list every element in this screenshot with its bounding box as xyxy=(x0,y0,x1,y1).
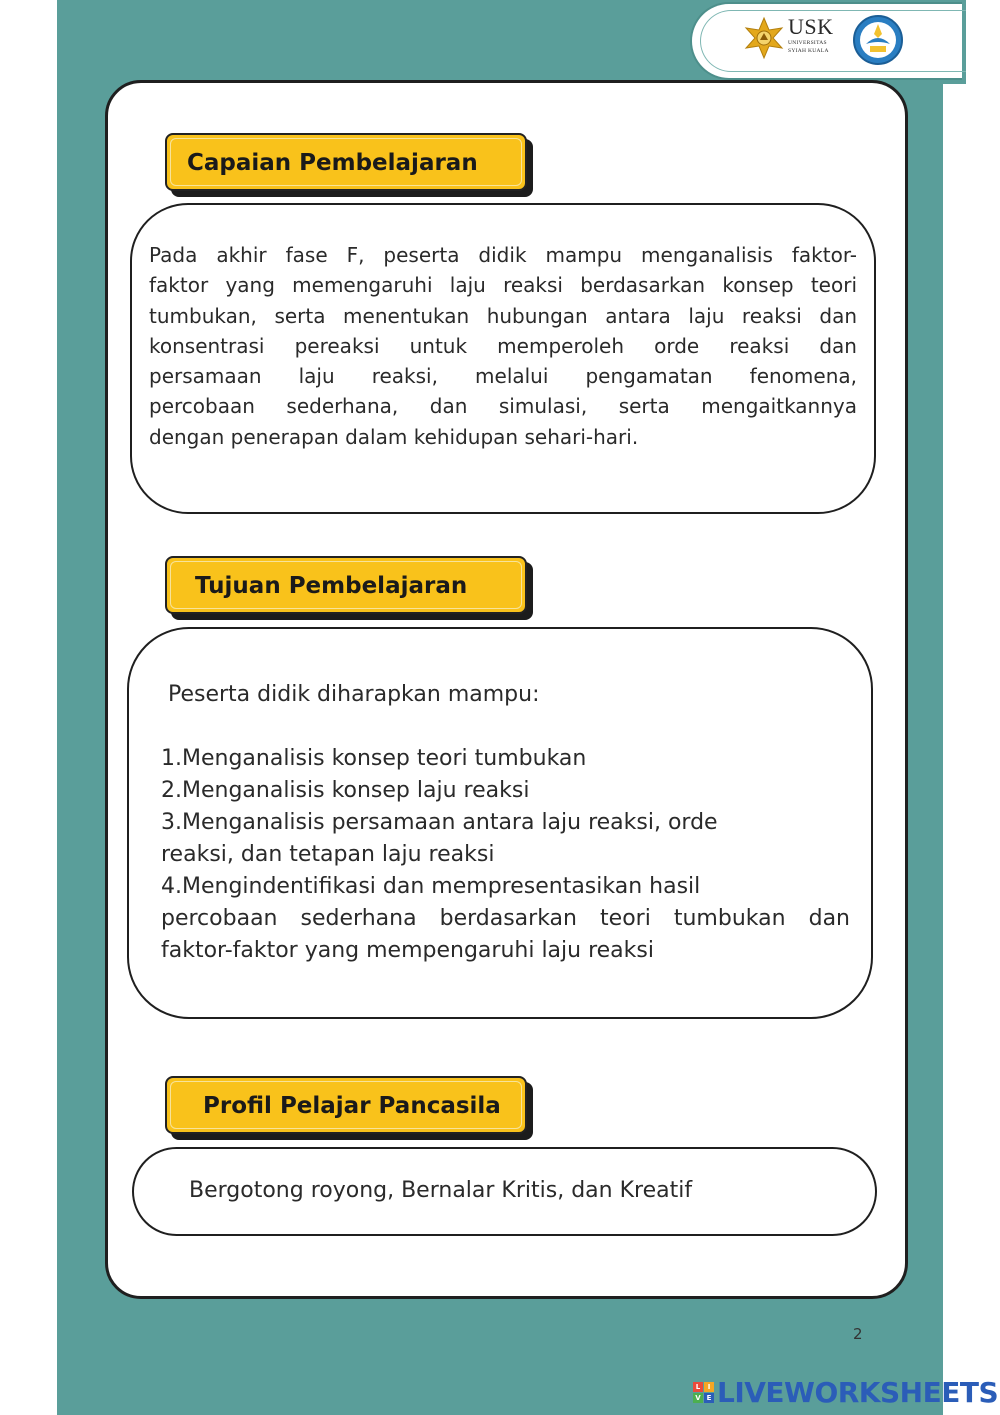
usk-emblem-icon xyxy=(742,16,786,60)
capaian-title: Capaian Pembelajaran xyxy=(187,150,478,176)
tujuan-list-item: 2.Menganalisis konsep laju reaksi xyxy=(161,778,530,803)
usk-subtitle-2: SYIAH KUALA xyxy=(788,48,829,55)
capaian-paragraph xyxy=(149,240,857,452)
usk-wordmark xyxy=(788,16,834,55)
section-heading-profil xyxy=(165,1076,527,1134)
tut-wuri-handayani-emblem-icon xyxy=(852,14,904,66)
section-heading-capaian xyxy=(165,133,527,191)
tujuan-list-item: reaksi, dan tetapan laju reaksi xyxy=(161,842,495,867)
page-number: 2 xyxy=(853,1325,863,1343)
liveworksheets-logo[interactable] xyxy=(693,1372,998,1412)
usk-name: USK xyxy=(788,14,834,39)
profil-text: Bergotong royong, Bernalar Kritis, dan Kreatif xyxy=(189,1178,693,1203)
badge-letter: E xyxy=(704,1393,714,1403)
liveworksheets-wordmark: LIVEWORKSHEETS xyxy=(717,1375,999,1409)
capaian-line: percobaan sederhana, dan simulasi, serta mengaitkannya xyxy=(149,394,857,419)
capaian-line: dengan penerapan dalam kehidupan sehari-hari. xyxy=(149,424,639,449)
tujuan-list-item: 3.Menganalisis persamaan antara laju reaksi, orde xyxy=(161,810,718,835)
badge-letter: L xyxy=(693,1382,703,1392)
profil-title: Profil Pelajar Pancasila xyxy=(203,1093,501,1119)
badge-letter: I xyxy=(704,1382,714,1392)
liveworksheets-badge-icon xyxy=(693,1382,714,1403)
tujuan-list xyxy=(161,743,850,967)
badge-letter: V xyxy=(693,1393,703,1403)
capaian-line: tumbukan, serta menentukan hubungan antara laju reaksi dan xyxy=(149,303,857,328)
tujuan-list-item: percobaan sederhana berdasarkan teori tumbukan dan xyxy=(161,906,850,931)
tujuan-list-item: 1.Menganalisis konsep teori tumbukan xyxy=(161,746,587,771)
usk-subtitle-1: UNIVERSITAS xyxy=(788,40,827,46)
tujuan-intro: Peserta didik diharapkan mampu: xyxy=(168,682,540,707)
tujuan-title: Tujuan Pembelajaran xyxy=(195,573,468,599)
capaian-line: persamaan laju reaksi, melalui pengamatan fenomena, xyxy=(149,364,857,389)
logo-header xyxy=(690,2,962,80)
capaian-line: faktor yang memengaruhi laju reaksi berdasarkan konsep teori xyxy=(149,273,857,298)
capaian-line: Pada akhir fase F, peserta didik mampu menganalisis faktor- xyxy=(149,243,857,267)
section-heading-tujuan xyxy=(165,556,527,614)
tujuan-list-item: faktor-faktor yang mempengaruhi laju reaksi xyxy=(161,938,654,963)
tujuan-list-item: 4.Mengindentifikasi dan mempresentasikan hasil xyxy=(161,874,701,899)
capaian-line: konsentrasi pereaksi untuk memperoleh orde reaksi dan xyxy=(149,333,857,358)
